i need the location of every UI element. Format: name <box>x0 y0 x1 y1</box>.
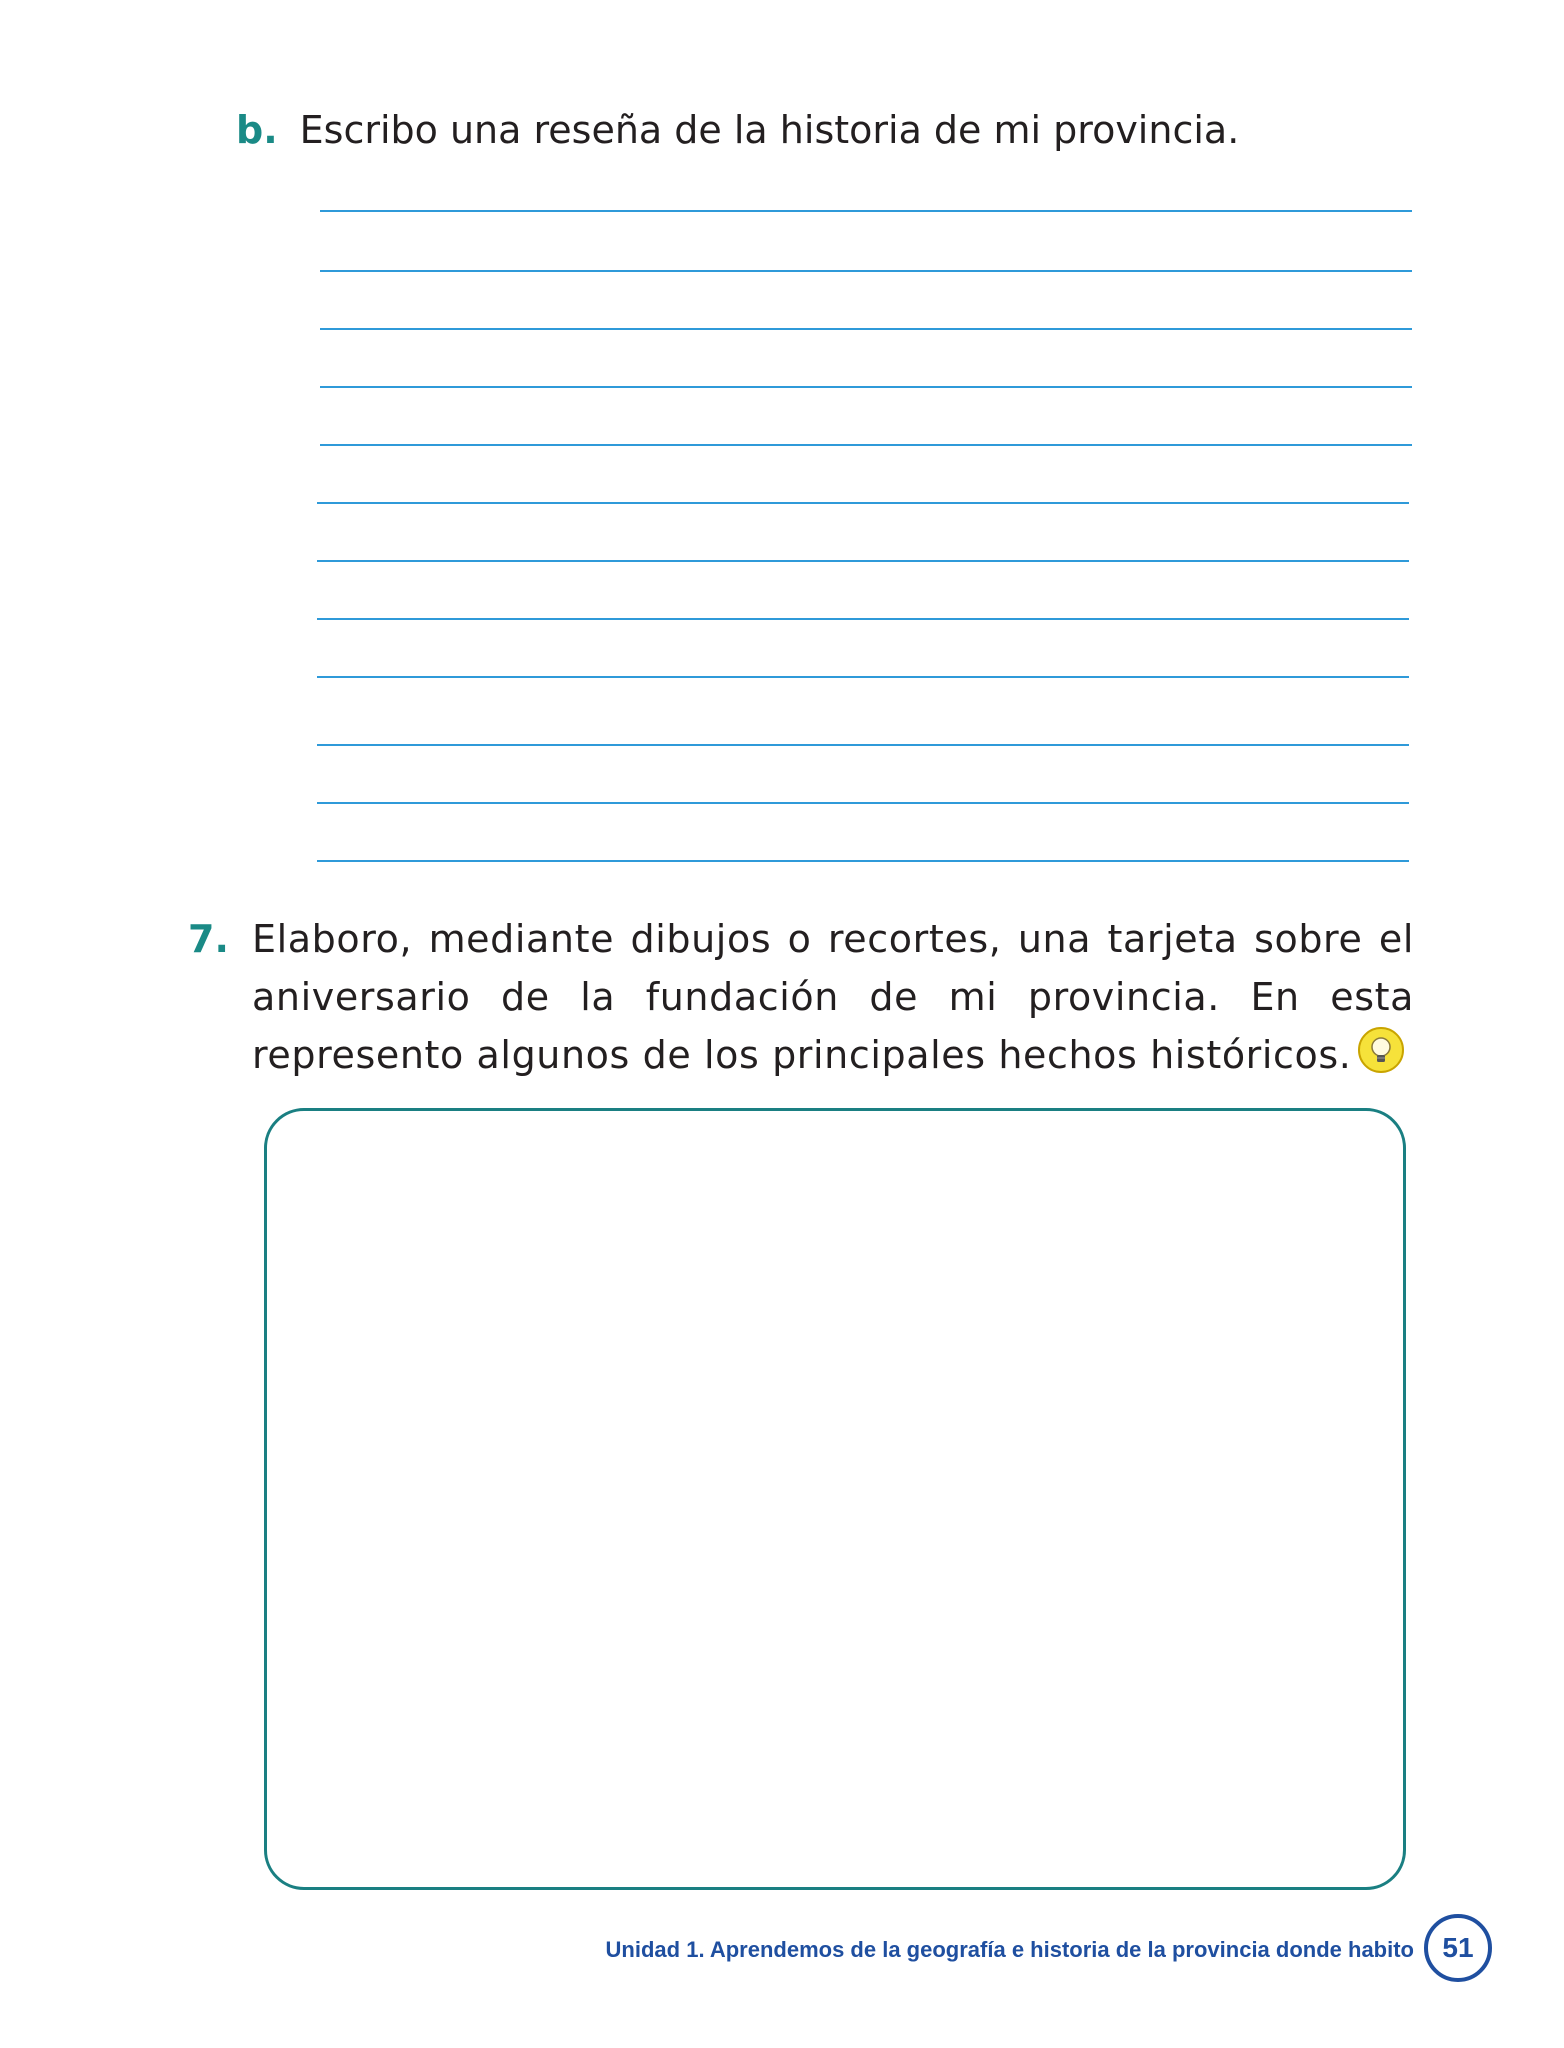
writing-line[interactable] <box>317 860 1409 862</box>
lightbulb-icon <box>1357 1026 1405 1074</box>
activity-7-instruction: Elaboro, mediante dibujos o recortes, una tarjeta sobre el aniversario de la fundación de mi provincia. En esta represento algunos de los principales hechos históricos. <box>252 917 1414 1077</box>
activity-b-instruction: Escribo una reseña de la historia de mi provincia. <box>299 108 1240 152</box>
activity-7-paragraph <box>252 910 1414 1084</box>
writing-line[interactable] <box>320 328 1412 330</box>
writing-line[interactable] <box>317 618 1409 620</box>
writing-line[interactable] <box>317 560 1409 562</box>
writing-line[interactable] <box>320 210 1412 212</box>
activity-7-marker: 7. <box>188 917 229 961</box>
footer-unit-title: Unidad 1. Aprendemos de la geografía e historia de la provincia donde habito <box>605 1937 1414 1962</box>
writing-line[interactable] <box>317 502 1409 504</box>
writing-line[interactable] <box>320 270 1412 272</box>
activity-7 <box>188 910 1414 1084</box>
writing-line[interactable] <box>317 802 1409 804</box>
drawing-box[interactable] <box>264 1108 1406 1890</box>
writing-lines-area[interactable] <box>318 0 1412 900</box>
writing-line[interactable] <box>320 444 1412 446</box>
writing-line[interactable] <box>317 744 1409 746</box>
writing-line[interactable] <box>317 676 1409 678</box>
writing-line[interactable] <box>320 386 1412 388</box>
page-number: 51 <box>1424 1914 1492 1982</box>
activity-b-marker: b. <box>236 108 278 152</box>
